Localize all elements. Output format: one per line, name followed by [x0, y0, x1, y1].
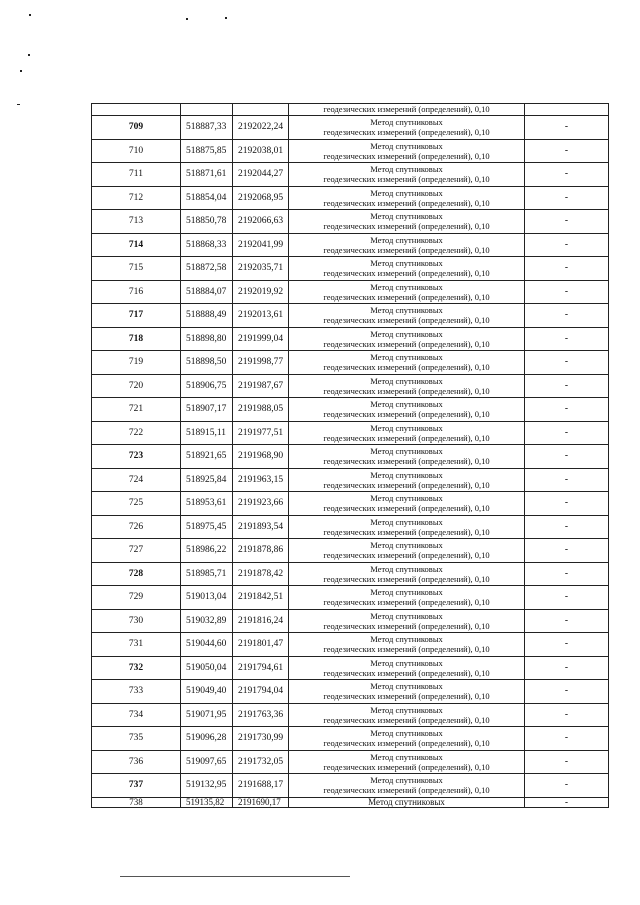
- table-row: [92, 445, 609, 469]
- method-cell: [289, 351, 525, 375]
- table-row: [92, 680, 609, 704]
- y-coordinate-cell: 2192022,24: [233, 116, 289, 140]
- method-line-1: Метод спутниковых: [370, 516, 443, 527]
- x-coordinate-cell: 518906,75: [181, 374, 233, 398]
- x-coordinate-cell: 519013,04: [181, 586, 233, 610]
- method-line-1: Метод спутниковых: [370, 610, 443, 621]
- method-cell: [289, 374, 525, 398]
- method-cell: [289, 304, 525, 328]
- point-number-cell: 734: [92, 703, 181, 727]
- description-cell: -: [525, 727, 609, 751]
- table-row: [92, 656, 609, 680]
- method-cell: [289, 492, 525, 516]
- x-coordinate-cell: 518986,22: [181, 539, 233, 563]
- x-coordinate-cell: 519096,28: [181, 727, 233, 751]
- y-coordinate-cell: [233, 104, 289, 116]
- scan-speck: [17, 104, 20, 105]
- table-row: [92, 116, 609, 140]
- method-cell: [289, 233, 525, 257]
- x-coordinate-cell: 518884,07: [181, 280, 233, 304]
- method-line-2: геодезических измерений (определений), 0,10: [323, 291, 490, 302]
- method-line-2: геодезических измерений (определений), 0,10: [323, 150, 490, 161]
- description-cell: -: [525, 233, 609, 257]
- x-coordinate-cell: 518898,50: [181, 351, 233, 375]
- method-line-1: Метод спутниковых: [370, 493, 443, 504]
- method-line-1: Метод спутниковых: [370, 681, 443, 692]
- method-cell: [289, 468, 525, 492]
- table-row: [92, 562, 609, 586]
- y-coordinate-cell: 2191730,99: [233, 727, 289, 751]
- method-line-2: геодезических измерений (определений), 0,10: [323, 503, 490, 514]
- point-number-cell: 731: [92, 633, 181, 657]
- point-number-cell: 716: [92, 280, 181, 304]
- scan-speck: [186, 18, 188, 20]
- description-cell: -: [525, 750, 609, 774]
- point-number-cell: 725: [92, 492, 181, 516]
- y-coordinate-cell: 2191988,05: [233, 398, 289, 422]
- x-coordinate-cell: 519135,82: [181, 797, 233, 807]
- table-row: [92, 233, 609, 257]
- method-cell: [289, 727, 525, 751]
- point-number-cell: 724: [92, 468, 181, 492]
- point-number-cell: 719: [92, 351, 181, 375]
- x-coordinate-cell: 518854,04: [181, 186, 233, 210]
- method-cell: [289, 280, 525, 304]
- y-coordinate-cell: 2191963,15: [233, 468, 289, 492]
- y-coordinate-cell: 2191688,17: [233, 774, 289, 798]
- method-line-1: Метод спутниковых: [370, 258, 443, 269]
- y-coordinate-cell: 2191968,90: [233, 445, 289, 469]
- method-line-1: Метод спутниковых: [370, 657, 443, 668]
- x-coordinate-cell: 518888,49: [181, 304, 233, 328]
- table-row: [92, 163, 609, 187]
- method-line-1: Метод спутниковых: [370, 469, 443, 480]
- method-line-2: геодезических измерений (определений), 0,10: [323, 385, 490, 396]
- coordinates-table-body: [92, 104, 609, 808]
- description-cell: -: [525, 163, 609, 187]
- point-number-cell: 714: [92, 233, 181, 257]
- point-number-cell: 730: [92, 609, 181, 633]
- method-cell: [289, 586, 525, 610]
- point-number-cell: 711: [92, 163, 181, 187]
- method-line-2: геодезических измерений (определений), 0,10: [323, 714, 490, 725]
- point-number-cell: 721: [92, 398, 181, 422]
- table-row: [92, 304, 609, 328]
- method-line-1: Метод спутниковых: [370, 587, 443, 598]
- method-cell: [289, 421, 525, 445]
- y-coordinate-cell: 2191842,51: [233, 586, 289, 610]
- x-coordinate-cell: 518985,71: [181, 562, 233, 586]
- method-line-1: Метод спутниковых: [370, 728, 443, 739]
- table-row: [92, 139, 609, 163]
- x-coordinate-cell: 518887,33: [181, 116, 233, 140]
- method-line-1: Метод спутниковых: [370, 352, 443, 363]
- description-cell: -: [525, 327, 609, 351]
- method-line-2: геодезических измерений (определений), 0,10: [323, 456, 490, 467]
- footer-rule: [120, 876, 350, 877]
- table-row: [92, 515, 609, 539]
- method-line-2: геодезических измерений (определений), 0,10: [323, 315, 490, 326]
- point-number-cell: 713: [92, 210, 181, 234]
- x-coordinate-cell: 519044,60: [181, 633, 233, 657]
- description-cell: -: [525, 186, 609, 210]
- table-row: [92, 327, 609, 351]
- x-coordinate-cell: [181, 104, 233, 116]
- method-line-2: геодезических измерений (определений), 0,10: [323, 761, 490, 772]
- point-number-cell: 738: [92, 797, 181, 807]
- point-number-cell: 735: [92, 727, 181, 751]
- method-cell: [289, 703, 525, 727]
- method-line-1: Метод спутниковых: [370, 399, 443, 410]
- method-line-1: Метод спутниковых: [370, 563, 443, 574]
- table-row: [92, 609, 609, 633]
- table-row: [92, 727, 609, 751]
- method-line-2: геодезических измерений (определений), 0,10: [323, 127, 490, 138]
- description-cell: -: [525, 374, 609, 398]
- x-coordinate-cell: 518850,78: [181, 210, 233, 234]
- method-line-2: геодезических измерений (определений), 0,10: [323, 526, 490, 537]
- point-number-cell: 737: [92, 774, 181, 798]
- point-number-cell: 720: [92, 374, 181, 398]
- table-row: [92, 703, 609, 727]
- y-coordinate-cell: 2191878,42: [233, 562, 289, 586]
- method-line-1: Метод спутниковых: [370, 540, 443, 551]
- point-number-cell: 726: [92, 515, 181, 539]
- method-line-2: геодезических измерений (определений), 0,10: [323, 573, 490, 584]
- y-coordinate-cell: 2192038,01: [233, 139, 289, 163]
- table-row: [92, 280, 609, 304]
- point-number-cell: 732: [92, 656, 181, 680]
- point-number-cell: 710: [92, 139, 181, 163]
- table-row-continuation: [92, 104, 609, 116]
- y-coordinate-cell: 2191998,77: [233, 351, 289, 375]
- method-cell: [289, 186, 525, 210]
- method-line-2: геодезических измерений (определений), 0,10: [323, 738, 490, 749]
- x-coordinate-cell: 518872,58: [181, 257, 233, 281]
- method-cell: [289, 163, 525, 187]
- description-cell: -: [525, 398, 609, 422]
- description-cell: -: [525, 257, 609, 281]
- point-number-cell: 715: [92, 257, 181, 281]
- table-row: [92, 750, 609, 774]
- method-line-2: геодезических измерений (определений), 0,10: [323, 691, 490, 702]
- point-number-cell: 722: [92, 421, 181, 445]
- description-cell: -: [525, 515, 609, 539]
- y-coordinate-cell: 2191878,86: [233, 539, 289, 563]
- scan-speck: [225, 17, 227, 19]
- method-line-2: геодезических измерений (определений), 0,10: [323, 221, 490, 232]
- method-line-2: геодезических измерений (определений), 0,10: [323, 785, 490, 796]
- method-cell: [289, 680, 525, 704]
- y-coordinate-cell: 2191987,67: [233, 374, 289, 398]
- x-coordinate-cell: 518975,45: [181, 515, 233, 539]
- table-row: [92, 210, 609, 234]
- method-cell: [289, 116, 525, 140]
- y-coordinate-cell: 2192035,71: [233, 257, 289, 281]
- x-coordinate-cell: 519049,40: [181, 680, 233, 704]
- method-line-2: геодезических измерений (определений), 0,10: [323, 644, 490, 655]
- y-coordinate-cell: 2192041,99: [233, 233, 289, 257]
- description-cell: -: [525, 797, 609, 807]
- x-coordinate-cell: 518907,17: [181, 398, 233, 422]
- method-line-1: Метод спутниковых: [370, 751, 443, 762]
- point-number-cell: 728: [92, 562, 181, 586]
- y-coordinate-cell: 2192068,95: [233, 186, 289, 210]
- method-line-1: Метод спутниковых: [370, 234, 443, 245]
- method-cell: [289, 656, 525, 680]
- description-cell: -: [525, 703, 609, 727]
- x-coordinate-cell: 518875,85: [181, 139, 233, 163]
- y-coordinate-cell: 2192013,61: [233, 304, 289, 328]
- description-cell: -: [525, 304, 609, 328]
- method-cell: [289, 750, 525, 774]
- point-number-cell: 709: [92, 116, 181, 140]
- method-line-2: геодезических измерений (определений), 0,10: [323, 338, 490, 349]
- table-row: [92, 633, 609, 657]
- x-coordinate-cell: 519097,65: [181, 750, 233, 774]
- y-coordinate-cell: 2192044,27: [233, 163, 289, 187]
- y-coordinate-cell: 2191763,36: [233, 703, 289, 727]
- point-number-cell: 717: [92, 304, 181, 328]
- description-cell: -: [525, 633, 609, 657]
- scan-speck: [20, 70, 22, 72]
- method-cell: [289, 327, 525, 351]
- description-cell: -: [525, 445, 609, 469]
- point-number-cell: 736: [92, 750, 181, 774]
- description-cell: -: [525, 609, 609, 633]
- method-cell: [289, 633, 525, 657]
- y-coordinate-cell: 2191923,66: [233, 492, 289, 516]
- method-line-2: геодезических измерений (определений), 0,10: [323, 174, 490, 185]
- method-cell: [289, 562, 525, 586]
- point-number-cell: 729: [92, 586, 181, 610]
- point-number-cell: 723: [92, 445, 181, 469]
- table-row: [92, 774, 609, 798]
- y-coordinate-cell: 2191999,04: [233, 327, 289, 351]
- method-line-2: геодезических измерений (определений), 0,10: [323, 479, 490, 490]
- scan-speck: [29, 14, 31, 16]
- method-line-1: Метод спутниковых: [370, 328, 443, 339]
- method-line-1: Метод спутниковых: [370, 446, 443, 457]
- x-coordinate-cell: 518871,61: [181, 163, 233, 187]
- x-coordinate-cell: 518915,11: [181, 421, 233, 445]
- method-line-1: Метод спутниковых: [370, 422, 443, 433]
- table-row: [92, 374, 609, 398]
- description-cell: -: [525, 351, 609, 375]
- y-coordinate-cell: 2191893,54: [233, 515, 289, 539]
- description-cell: -: [525, 539, 609, 563]
- description-cell: -: [525, 680, 609, 704]
- y-coordinate-cell: 2191690,17: [233, 797, 289, 807]
- description-cell: -: [525, 139, 609, 163]
- x-coordinate-cell: 518925,84: [181, 468, 233, 492]
- y-coordinate-cell: 2192066,63: [233, 210, 289, 234]
- description-cell: -: [525, 586, 609, 610]
- x-coordinate-cell: 519032,89: [181, 609, 233, 633]
- method-line-1: Метод спутниковых: [370, 281, 443, 292]
- method-cell: [289, 797, 525, 807]
- table-row: [92, 586, 609, 610]
- y-coordinate-cell: 2192019,92: [233, 280, 289, 304]
- description-cell: -: [525, 421, 609, 445]
- table-row-last: [92, 797, 609, 807]
- method-cell: [289, 104, 525, 116]
- method-line-2: геодезических измерений (определений), 0,10: [323, 550, 490, 561]
- point-number-cell: 733: [92, 680, 181, 704]
- method-line-2: геодезических измерений (определений), 0,10: [323, 268, 490, 279]
- x-coordinate-cell: 519050,04: [181, 656, 233, 680]
- method-line-2: геодезических измерений (определений), 0,10: [323, 432, 490, 443]
- method-line-1: Метод спутниковых: [370, 305, 443, 316]
- table-row: [92, 539, 609, 563]
- x-coordinate-cell: 518898,80: [181, 327, 233, 351]
- method-line-1: Метод спутниковых: [370, 704, 443, 715]
- coordinates-table: [91, 103, 609, 808]
- method-line-1: Метод спутниковых: [370, 375, 443, 386]
- point-number-cell: 712: [92, 186, 181, 210]
- description-cell: -: [525, 210, 609, 234]
- y-coordinate-cell: 2191977,51: [233, 421, 289, 445]
- method-line-1: Метод спутниковых: [370, 164, 443, 175]
- y-coordinate-cell: 2191794,04: [233, 680, 289, 704]
- table-row: [92, 186, 609, 210]
- description-cell: -: [525, 468, 609, 492]
- method-line-2: геодезических измерений (определений), 0,10: [323, 667, 490, 678]
- table-row: [92, 421, 609, 445]
- description-cell: -: [525, 116, 609, 140]
- method-line-1: Метод спутниковых: [370, 140, 443, 151]
- point-number-cell: 727: [92, 539, 181, 563]
- method-text: геодезических измерений (определений), 0,10: [323, 104, 490, 114]
- method-line-2: геодезических измерений (определений), 0,10: [323, 197, 490, 208]
- y-coordinate-cell: 2191816,24: [233, 609, 289, 633]
- point-number-cell: [92, 104, 181, 116]
- method-line-1: Метод спутниковых: [370, 211, 443, 222]
- method-line-1: Метод спутниковых: [370, 775, 443, 786]
- table-row: [92, 257, 609, 281]
- table-row: [92, 398, 609, 422]
- description-cell: -: [525, 774, 609, 798]
- method-line-2: геодезических измерений (определений), 0,10: [323, 620, 490, 631]
- method-cell: [289, 210, 525, 234]
- method-line-2: геодезических измерений (определений), 0,10: [323, 244, 490, 255]
- method-line-2: геодезических измерений (определений), 0,10: [323, 409, 490, 420]
- table-row: [92, 492, 609, 516]
- y-coordinate-cell: 2191732,05: [233, 750, 289, 774]
- description-cell: [525, 104, 609, 116]
- method-cell: [289, 257, 525, 281]
- y-coordinate-cell: 2191801,47: [233, 633, 289, 657]
- method-cell: [289, 774, 525, 798]
- method-cell: [289, 398, 525, 422]
- method-cell: [289, 609, 525, 633]
- scan-speck: [28, 54, 30, 56]
- method-cell: [289, 539, 525, 563]
- method-cell: [289, 445, 525, 469]
- method-line-1: Метод спутниковых: [370, 117, 443, 128]
- description-cell: -: [525, 562, 609, 586]
- x-coordinate-cell: 518868,33: [181, 233, 233, 257]
- method-line-1: Метод спутниковых: [368, 797, 445, 807]
- y-coordinate-cell: 2191794,61: [233, 656, 289, 680]
- x-coordinate-cell: 518921,65: [181, 445, 233, 469]
- method-line-2: геодезических измерений (определений), 0,10: [323, 597, 490, 608]
- x-coordinate-cell: 518953,61: [181, 492, 233, 516]
- point-number-cell: 718: [92, 327, 181, 351]
- method-line-1: Метод спутниковых: [370, 187, 443, 198]
- x-coordinate-cell: 519132,95: [181, 774, 233, 798]
- x-coordinate-cell: 519071,95: [181, 703, 233, 727]
- method-cell: [289, 515, 525, 539]
- description-cell: -: [525, 492, 609, 516]
- description-cell: -: [525, 656, 609, 680]
- table-row: [92, 351, 609, 375]
- table-row: [92, 468, 609, 492]
- method-cell: [289, 139, 525, 163]
- description-cell: -: [525, 280, 609, 304]
- method-line-1: Метод спутниковых: [370, 634, 443, 645]
- method-line-2: геодезических измерений (определений), 0,10: [323, 362, 490, 373]
